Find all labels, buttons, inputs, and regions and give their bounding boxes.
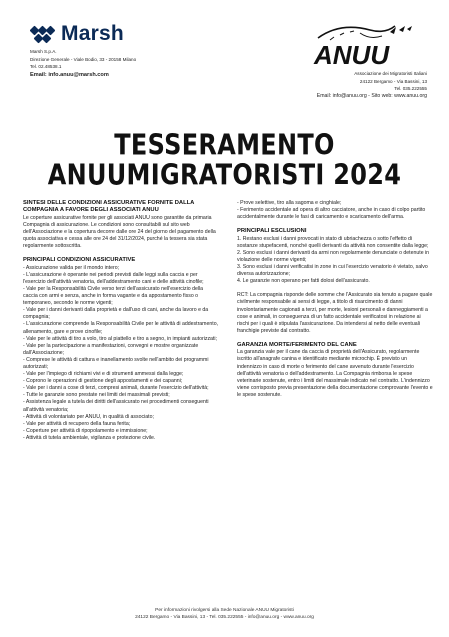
dog-guarantee-text: La garanzia vale per il cane da caccia di proprietà dell'Assicurato, regolarmente iscritto all'anagrafe canina e identificato mediante microchip. È previsto un indennizzo in caso di morte o ferimento del cane avvenuto durante l'esercizio dell'attività venatoria o dell'addestramento. La Compagnia rimborsa le spese veterinarie sostenute, entro i limiti del massimale indicato nel contratto. L'indennizzo viene corrisposto previa presentazione della documentazione comprovante l'evento e le spese sostenute. <box>237 349 433 398</box>
right-column <box>237 200 433 605</box>
list-item: - Assistenza legale a tutela dei diritti dell'assicurato nei procedimenti conseguenti all'attività venatoria; <box>23 399 209 413</box>
list-item: - Assicurazione valida per il mondo intero; <box>23 264 120 271</box>
list-item: - Vale per i danni derivanti dalla proprietà e dall'uso di cani, anche da lavoro e da compagnia; <box>23 307 209 321</box>
marsh-mark-icon <box>30 25 56 44</box>
rct-text: RCT: La compagnia risponde delle somme che l'Assicurato sia tenuto a pagare quale civilmente responsabile ai sensi di legge, a titolo di risarcimento di danni involontariamente cagionati a terzi, per morte, lesioni personali e danneggiamenti a cose e animali, in conseguenza di un fatto accidentale verificatosi in relazione ai rischi per i quali è stipulata l'assicurazione. Da intendersi al netto delle eventuali franchigie previste dal contratto. <box>237 292 433 334</box>
list-item: - Attività di tutela ambientale, vigilanza e protezione civile. <box>23 434 156 441</box>
list-item: 1. Restano esclusi i danni provocati in stato di ubriachezza o sotto l'effetto di sostanze stupefacenti, nonché quelli derivanti da attività non consentite dalla legge; <box>237 235 429 249</box>
marsh-address-line: Marsh S.p.A. <box>30 49 57 54</box>
footer-line-1: Per informazioni rivolgersi alla Sede Nazionale ANUU Migratoristi <box>155 608 294 613</box>
list-item: - Vale per la partecipazione a manifestazioni, convegni e mostre organizzate dall'Associazione; <box>23 342 199 356</box>
anuu-logo <box>300 20 430 68</box>
list-item: - Tutte le garanzie sono prestate nei limiti dei massimali previsti; <box>23 392 170 399</box>
anuu-email: Email: info@anuu.org - Sito web: www.anuu.org <box>316 92 427 99</box>
anuu-address <box>257 70 427 100</box>
conditions-list <box>23 265 219 442</box>
marsh-email: Email: info.anuu@marsh.com <box>30 71 109 78</box>
page-header <box>0 0 449 100</box>
section-title-exclusions: PRINCIPALI ESCLUSIONI <box>237 228 307 235</box>
content-columns <box>23 200 433 605</box>
anuu-address-line: 24122 Bergamo - Via Bassini, 13 <box>359 78 427 84</box>
page-footer <box>0 607 449 622</box>
marsh-address-line: Direzione Generale - Viale Bodio, 33 - 20158 Milano <box>30 56 137 62</box>
section-title-summary: SINTESI DELLE CONDIZIONI ASSICURATIVE FORNITE DALLA COMPAGNIA A FAVORE DEGLI ASSOCIATI ANUU <box>23 200 195 214</box>
section-title-dog-guarantee: GARANZIA MORTE/FERIMENTO DEL CANE <box>237 341 357 348</box>
list-item: - Vale per la Responsabilità Civile verso terzi dell'assicurato nell'esercizio della caccia con armi e senza, anche in forma vagante e da appostamento fisso o temporaneo, secondo le norme vigenti; <box>23 285 204 307</box>
title-line-1: TESSERAMENTO <box>114 128 335 162</box>
anuu-address-line: Tel. 035.222555 <box>394 86 427 92</box>
anuu-address-line: Associazione dei Migratoristi Italiani <box>354 71 427 76</box>
list-item: - Attività di volontariato per ANUU, in qualità di associato; <box>23 413 154 420</box>
list-item: - Ferimento accidentale ad opera di altro cacciatore, anche in caso di colpo partito accidentalmente durante le fasi di caricamento e scaricamento dell'arma. <box>237 207 426 221</box>
list-item: - Vale per le attività di tiro a volo, tiro al piattello e tiro a segno, in impianti autorizzati; <box>23 335 217 342</box>
marsh-logo <box>30 22 124 46</box>
list-item: - Coprono le operazioni di gestione degli appostamenti e dei capanni; <box>23 378 183 385</box>
anuu-bird-logo-icon <box>300 20 430 68</box>
marsh-address-line: Tel. 02.48538.1 <box>30 64 62 70</box>
footer-line-2: 24122 Bergamo - Via Bassini, 13 - Tel. 035.222555 - info@anuu.org - www.anuu.org <box>135 615 314 621</box>
left-column <box>23 200 219 605</box>
list-item: - Vale per l'impiego di richiami vivi e di strumenti ammessi dalla legge; <box>23 371 184 378</box>
list-item: - Prove selettive, tiro alla sagoma e cinghiale; <box>237 200 342 206</box>
list-item: - Coperture per attività di ripopolamento e immissione; <box>23 427 148 434</box>
list-item: - Comprese le attività di cattura e inanellamento svolte nell'ambito dei programmi autorizzati; <box>23 356 209 370</box>
anuu-wordmark: ANUU <box>314 40 390 68</box>
list-item: 2. Sono esclusi i danni derivanti da armi non regolarmente denunciate o detenute in violazione delle norme vigenti; <box>237 249 430 263</box>
marsh-address <box>30 48 230 79</box>
list-item: - Vale per attività di recupero della fauna ferita; <box>23 420 131 427</box>
list-item: - Vale per i danni a cose di terzi, compresi animali, durante l'esercizio dell'attività; <box>23 385 209 392</box>
title-line-2: ANUUMIGRATORISTI 2024 <box>47 158 402 192</box>
marsh-wordmark: Marsh <box>61 22 124 45</box>
section-title-conditions: PRINCIPALI CONDIZIONI ASSICURATIVE <box>23 257 136 264</box>
summary-text: Le coperture assicurative fornite per gli associati ANUU sono garantite da primaria Compagnia di assicurazione. Le condizioni sono consultabili sul sito web dell'Associazione e la copertura decorre dalle ore 24 del giorno del pagamento della quota associativa e cessa alle ore 24 del 31/12/2024, purché la tessera sia stata regolarmente sottoscritta. <box>23 214 216 250</box>
page-title <box>0 128 449 192</box>
list-item: 4. Le garanzie non operano per fatti dolosi dell'assicurato. <box>237 278 370 285</box>
list-item: - L'assicurazione è operante nei periodi previsti dalle leggi sulla caccia e per l'esercizio dell'attività venatoria, dell'addestramento cani e delle attività cinofile; <box>23 271 204 285</box>
list-item: 3. Sono esclusi i danni verificatisi in zone in cui l'esercizio venatorio è vietato, salvo diversa autorizzazione; <box>237 264 428 278</box>
list-item: - L'assicurazione comprende la Responsabilità Civile per le attività di addestramento, allenamento, gare e prove cinofile; <box>23 321 219 335</box>
